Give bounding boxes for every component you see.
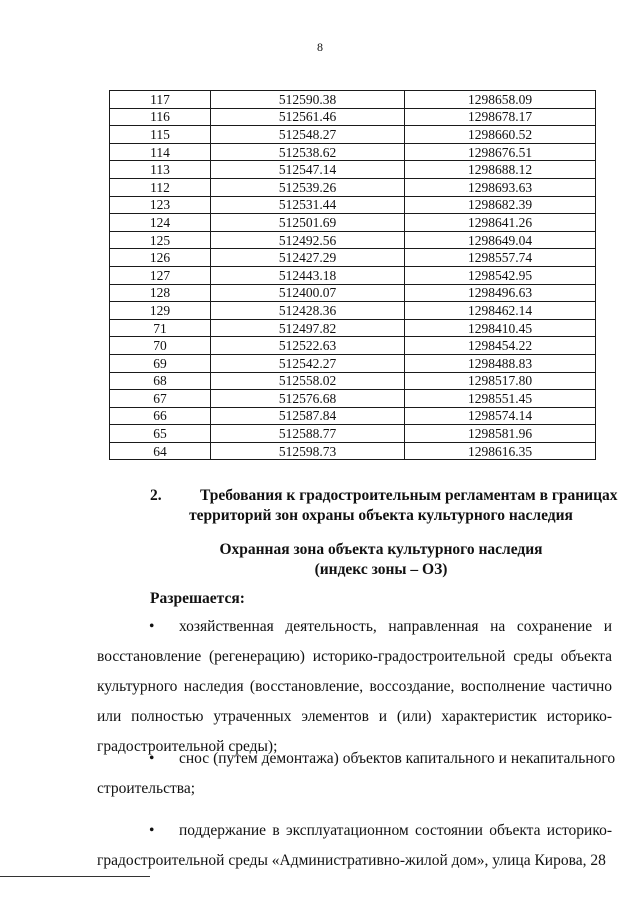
point-number-cell: 66 [110, 407, 211, 425]
bullet-1-line-5: градостроительной среды); [97, 738, 278, 755]
x-coordinate-cell: 512539.26 [211, 178, 405, 196]
coordinates-table [109, 90, 596, 460]
x-coordinate-cell: 512598.73 [211, 442, 405, 460]
table-row [110, 372, 596, 390]
y-coordinate-cell: 1298551.45 [405, 390, 596, 408]
table-row [110, 390, 596, 408]
x-coordinate-cell: 512576.68 [211, 390, 405, 408]
section-number: 2. [150, 487, 162, 504]
table-row [110, 284, 596, 302]
table-row [110, 425, 596, 443]
y-coordinate-cell: 1298581.96 [405, 425, 596, 443]
point-number-cell: 65 [110, 425, 211, 443]
zone-title-line2: (индекс зоны – ОЗ) [314, 561, 448, 578]
x-coordinate-cell: 512400.07 [211, 284, 405, 302]
table-row [110, 161, 596, 179]
point-number-cell: 115 [110, 126, 211, 144]
y-coordinate-cell: 1298616.35 [405, 442, 596, 460]
point-number-cell: 112 [110, 178, 211, 196]
y-coordinate-cell: 1298462.14 [405, 302, 596, 320]
section-heading-line1: Требования к градостроительным регламентам в границах [200, 487, 618, 504]
x-coordinate-cell: 512590.38 [211, 91, 405, 109]
x-coordinate-cell: 512427.29 [211, 249, 405, 267]
point-number-cell: 71 [110, 319, 211, 337]
x-coordinate-cell: 512531.44 [211, 196, 405, 214]
point-number-cell: 64 [110, 442, 211, 460]
point-number-cell: 125 [110, 231, 211, 249]
point-number-cell: 117 [110, 91, 211, 109]
point-number-cell: 116 [110, 108, 211, 126]
table-row [110, 266, 596, 284]
table-row [110, 108, 596, 126]
point-number-cell: 129 [110, 302, 211, 320]
point-number-cell: 67 [110, 390, 211, 408]
y-coordinate-cell: 1298641.26 [405, 214, 596, 232]
bullet-1-line-4: или полностью утраченных элементов и (или) характеристик историко- [97, 708, 612, 725]
table-row [110, 442, 596, 460]
x-coordinate-cell: 512542.27 [211, 354, 405, 372]
bullet-1-line-2: восстановление (регенерацию) историко-градостроительной среды объекта [97, 648, 612, 665]
table-row [110, 231, 596, 249]
point-number-cell: 126 [110, 249, 211, 267]
y-coordinate-cell: 1298574.14 [405, 407, 596, 425]
table-row [110, 214, 596, 232]
bullet-item-2 [97, 744, 616, 804]
bullet-item-1 [97, 612, 612, 762]
x-coordinate-cell: 512443.18 [211, 266, 405, 284]
table-row [110, 354, 596, 372]
table-row [110, 302, 596, 320]
y-coordinate-cell: 1298660.52 [405, 126, 596, 144]
table-row [110, 407, 596, 425]
x-coordinate-cell: 512547.14 [211, 161, 405, 179]
section-heading-line2: территорий зон охраны объекта культурного наследия [189, 507, 573, 524]
x-coordinate-cell: 512587.84 [211, 407, 405, 425]
x-coordinate-cell: 512588.77 [211, 425, 405, 443]
bullet-3-line-1: поддержание в эксплуатационном состоянии объекта историко- [179, 822, 612, 839]
point-number-cell: 69 [110, 354, 211, 372]
point-number-cell: 124 [110, 214, 211, 232]
bullet-1-line-3: культурного наследия (восстановление, воссоздание, восполнение частично [97, 678, 612, 695]
x-coordinate-cell: 512501.69 [211, 214, 405, 232]
bullet-3-line-2: градостроительной среды «Административно-жилой дом», улица Кирова, 28 [97, 852, 606, 869]
page-number: 8 [317, 40, 323, 54]
y-coordinate-cell: 1298454.22 [405, 337, 596, 355]
table-row [110, 126, 596, 144]
table-row [110, 337, 596, 355]
x-coordinate-cell: 512428.36 [211, 302, 405, 320]
point-number-cell: 114 [110, 143, 211, 161]
bullet-icon: • [149, 618, 155, 635]
y-coordinate-cell: 1298693.63 [405, 178, 596, 196]
y-coordinate-cell: 1298688.12 [405, 161, 596, 179]
x-coordinate-cell: 512492.56 [211, 231, 405, 249]
y-coordinate-cell: 1298557.74 [405, 249, 596, 267]
point-number-cell: 68 [110, 372, 211, 390]
table-row [110, 143, 596, 161]
y-coordinate-cell: 1298488.83 [405, 354, 596, 372]
x-coordinate-cell: 512522.63 [211, 337, 405, 355]
point-number-cell: 127 [110, 266, 211, 284]
y-coordinate-cell: 1298649.04 [405, 231, 596, 249]
table-row [110, 249, 596, 267]
bullet-item-3 [97, 816, 612, 876]
table-row [110, 319, 596, 337]
x-coordinate-cell: 512548.27 [211, 126, 405, 144]
y-coordinate-cell: 1298517.80 [405, 372, 596, 390]
table-row [110, 196, 596, 214]
point-number-cell: 113 [110, 161, 211, 179]
x-coordinate-cell: 512558.02 [211, 372, 405, 390]
y-coordinate-cell: 1298410.45 [405, 319, 596, 337]
footer-rule [0, 876, 150, 877]
bullet-2-line-2: строительства; [97, 780, 196, 797]
table-row [110, 91, 596, 109]
bullet-2-line-1: снос (путем демонтажа) объектов капитального и некапитального [179, 750, 616, 767]
y-coordinate-cell: 1298542.95 [405, 266, 596, 284]
y-coordinate-cell: 1298678.17 [405, 108, 596, 126]
y-coordinate-cell: 1298676.51 [405, 143, 596, 161]
point-number-cell: 70 [110, 337, 211, 355]
y-coordinate-cell: 1298682.39 [405, 196, 596, 214]
x-coordinate-cell: 512538.62 [211, 143, 405, 161]
zone-title-line1: Охранная зона объекта культурного наследия [219, 541, 543, 558]
allowed-label: Разрешается: [150, 590, 245, 607]
point-number-cell: 128 [110, 284, 211, 302]
bullet-1-line-1: хозяйственная деятельность, направленная на сохранение и [179, 618, 612, 635]
x-coordinate-cell: 512561.46 [211, 108, 405, 126]
y-coordinate-cell: 1298496.63 [405, 284, 596, 302]
point-number-cell: 123 [110, 196, 211, 214]
y-coordinate-cell: 1298658.09 [405, 91, 596, 109]
bullet-icon: • [149, 822, 155, 839]
bullet-icon: • [149, 750, 155, 767]
table-row [110, 178, 596, 196]
x-coordinate-cell: 512497.82 [211, 319, 405, 337]
zone-title [150, 540, 612, 580]
